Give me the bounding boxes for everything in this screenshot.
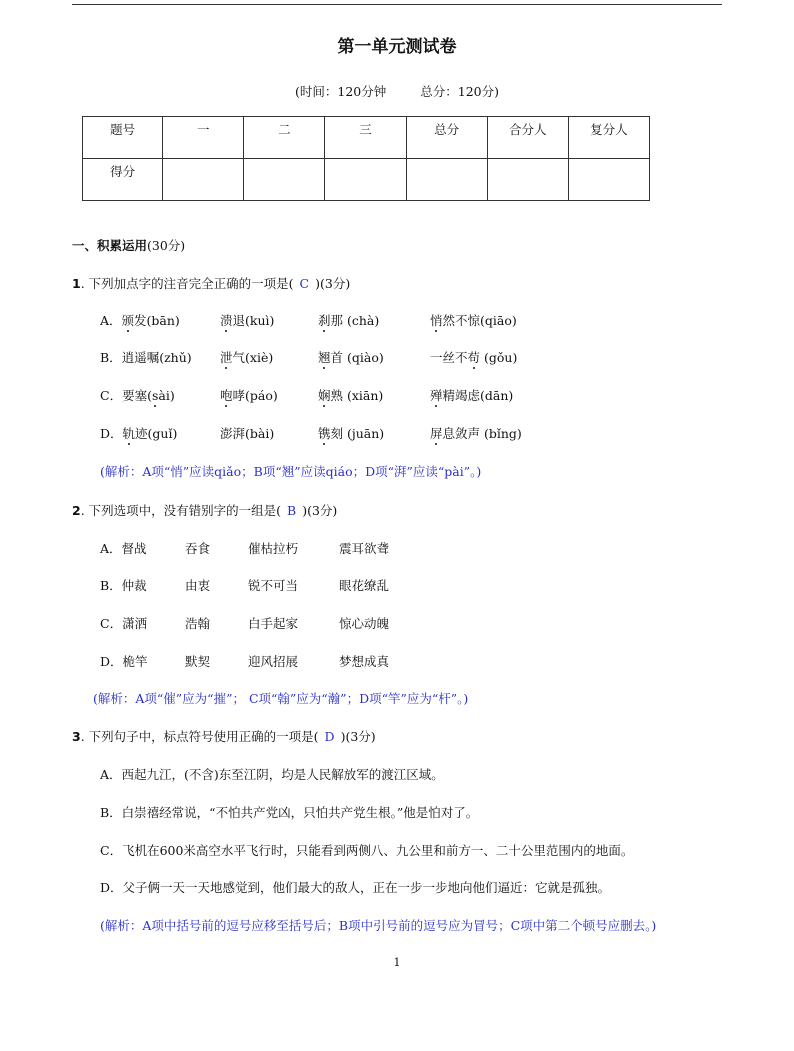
section-label: 一、积累运用 bbox=[72, 238, 148, 253]
option-word: 震耳欲聋 bbox=[339, 541, 390, 556]
option-b-word-4 bbox=[430, 348, 517, 366]
option-letter: C． bbox=[100, 388, 123, 403]
option-c: C．飞机在600米高空水平飞行时，只能看到两侧八、九公里和前方一、二十公里范围内的地面。 bbox=[100, 843, 634, 858]
option-c-word-3 bbox=[318, 386, 383, 404]
option-text: B．仲裁 bbox=[100, 578, 147, 593]
option-a-word-2 bbox=[220, 311, 274, 329]
score-cell[interactable] bbox=[325, 159, 406, 201]
dotted-char: 颁 bbox=[121, 313, 135, 328]
option-text: 首 (qiào) bbox=[330, 350, 384, 365]
option-d-word-4 bbox=[430, 424, 522, 442]
option-text: 然不惊(qiāo) bbox=[442, 313, 517, 328]
score-table-header-row bbox=[83, 117, 650, 159]
option-text: 迹(guǐ) bbox=[135, 426, 178, 441]
score-cell[interactable] bbox=[568, 159, 649, 201]
dotted-char: 轨 bbox=[122, 426, 136, 441]
option-a-word-4 bbox=[430, 311, 517, 329]
option-b-word-3 bbox=[318, 348, 384, 366]
question-stem: . 下列加点字的注音完全正确的一项是( bbox=[80, 276, 294, 291]
page-number: 1 bbox=[393, 956, 401, 969]
dotted-char: 塞(sài) bbox=[134, 388, 175, 403]
question-number: 3 bbox=[72, 729, 81, 744]
option-letter: D． bbox=[100, 426, 123, 441]
score-header-cell: 总分 bbox=[406, 117, 487, 159]
score-cell[interactable] bbox=[406, 159, 487, 201]
option-text: C．潇洒 bbox=[100, 616, 148, 631]
option-text: 熟 (xiān) bbox=[330, 388, 384, 403]
score-table-score-row bbox=[83, 159, 650, 201]
option-word: 默契 bbox=[185, 654, 211, 669]
score-header-cell: 三 bbox=[325, 117, 406, 159]
score-header-cell: 合分人 bbox=[487, 117, 568, 159]
dotted-char: 刹 bbox=[318, 313, 331, 328]
dotted-char: 泄 bbox=[220, 350, 233, 365]
dotted-char: 娴 bbox=[318, 388, 331, 403]
question-number: 2 bbox=[72, 503, 81, 518]
option-word: 梦想成真 bbox=[339, 654, 390, 669]
option-b bbox=[100, 576, 147, 594]
dotted-char: 溃 bbox=[220, 313, 233, 328]
exam-info bbox=[0, 82, 794, 100]
score-header-cell: 一 bbox=[163, 117, 244, 159]
option-b-word-2 bbox=[220, 348, 273, 366]
option-text: 息敛声 (bǐng) bbox=[442, 426, 522, 441]
option-text: 嘱(zhǔ) bbox=[146, 350, 192, 365]
option-c bbox=[100, 386, 175, 404]
answer: B bbox=[287, 503, 297, 518]
option-word: 眼花缭乱 bbox=[339, 578, 390, 593]
option-text: (gǒu) bbox=[480, 350, 518, 365]
option-c-word-4 bbox=[430, 386, 513, 404]
score-table bbox=[82, 116, 650, 201]
explanation: (解析：A项中括号前的逗号应移至括号后；B项中引号前的逗号应为冒号；C项中第二个顿号应删去。) bbox=[100, 918, 657, 933]
dotted-char: 镌 bbox=[318, 426, 331, 441]
option-text: 退(kuì) bbox=[232, 313, 275, 328]
option-text: 哮(páo) bbox=[232, 388, 278, 403]
top-rule bbox=[72, 4, 722, 5]
option-word: 吞食 bbox=[185, 541, 211, 556]
option-text: 精竭虑(dān) bbox=[442, 388, 514, 403]
explanation: (解析：A项“悄”应读qiǎo；B项“翘”应读qiáo；D项“湃”应读“pài”。) bbox=[100, 464, 482, 479]
dotted-char: 翘 bbox=[318, 350, 331, 365]
option-text: 湃(bài) bbox=[232, 426, 275, 441]
dotted-char: 悄 bbox=[430, 313, 443, 328]
option-d bbox=[100, 652, 148, 670]
option-text: 那 (chà) bbox=[330, 313, 380, 328]
option-b: B．白崇禧经常说，“不怕共产党凶，只怕共产党生根。”他是怕对了。 bbox=[100, 805, 479, 820]
dotted-char: 屏 bbox=[430, 426, 443, 441]
section-points: (30分) bbox=[147, 238, 186, 253]
question-1 bbox=[72, 274, 350, 292]
question-3 bbox=[72, 727, 376, 745]
section-heading bbox=[72, 236, 185, 254]
page-title: 第一单元测试卷 bbox=[337, 37, 457, 57]
dotted-char: 咆 bbox=[220, 388, 233, 403]
option-word: 由衷 bbox=[185, 578, 211, 593]
option-text: A．督战 bbox=[100, 541, 147, 556]
option-word: 浩翰 bbox=[185, 616, 211, 631]
option-d-word-2 bbox=[220, 424, 274, 442]
explanation: (解析：A项“催”应为“摧”； C项“翰”应为“瀚”；D项“竿”应为“杆”。) bbox=[93, 691, 469, 706]
option-letter: B． bbox=[100, 350, 122, 365]
question-number: 1 bbox=[72, 276, 81, 291]
dotted-char: 苟 bbox=[467, 350, 481, 365]
option-text: 要 bbox=[122, 388, 135, 403]
score-row-label: 得分 bbox=[83, 159, 163, 201]
exam-time: (时间：120分钟 bbox=[295, 84, 387, 99]
option-text: 一丝不 bbox=[430, 350, 468, 365]
option-word: 惊心动魄 bbox=[339, 616, 390, 631]
question-stem: . 下列句子中，标点符号使用正确的一项是( bbox=[80, 729, 319, 744]
option-a bbox=[100, 539, 147, 557]
option-word: 锐不可当 bbox=[248, 578, 299, 593]
option-c bbox=[100, 614, 147, 632]
exam-total: 总分：120分) bbox=[420, 84, 499, 99]
option-text: 发(bān) bbox=[134, 313, 180, 328]
answer: D bbox=[324, 729, 335, 744]
question-points: )(3分) bbox=[315, 276, 351, 291]
option-word: 迎风招展 bbox=[248, 654, 299, 669]
question-points: )(3分) bbox=[340, 729, 376, 744]
option-d bbox=[100, 424, 177, 442]
option-text: 澎 bbox=[220, 426, 233, 441]
option-d: D．父子俩一天一天地感觉到，他们最大的敌人，正在一步一步地向他们逼近：它就是孤独。 bbox=[100, 880, 611, 895]
option-a bbox=[100, 311, 180, 329]
option-d-word-3 bbox=[318, 424, 384, 442]
question-points: )(3分) bbox=[302, 503, 338, 518]
option-a: A．西起九江，(不含)东至江阴，均是人民解放军的渡江区域。 bbox=[100, 767, 444, 782]
question-2 bbox=[72, 501, 337, 519]
option-text: 刻 (juān) bbox=[330, 426, 385, 441]
option-word: 催枯拉朽 bbox=[248, 541, 299, 556]
option-text: 气(xiè) bbox=[232, 350, 274, 365]
score-header-cell: 题号 bbox=[83, 117, 163, 159]
option-text: 逍遥 bbox=[121, 350, 147, 365]
option-a-word-3 bbox=[318, 311, 379, 329]
option-c-word-2 bbox=[220, 386, 278, 404]
score-cell[interactable] bbox=[244, 159, 325, 201]
option-text: D．桅竿 bbox=[100, 654, 148, 669]
score-cell[interactable] bbox=[163, 159, 244, 201]
score-header-cell: 复分人 bbox=[568, 117, 649, 159]
option-letter: A． bbox=[100, 313, 122, 328]
score-cell[interactable] bbox=[487, 159, 568, 201]
option-word: 白手起家 bbox=[248, 616, 299, 631]
score-header-cell: 二 bbox=[244, 117, 325, 159]
question-stem: . 下列选项中，没有错别字的一组是( bbox=[80, 503, 282, 518]
answer: C bbox=[299, 276, 310, 291]
dotted-char: 殚 bbox=[430, 388, 443, 403]
option-b bbox=[100, 348, 192, 366]
